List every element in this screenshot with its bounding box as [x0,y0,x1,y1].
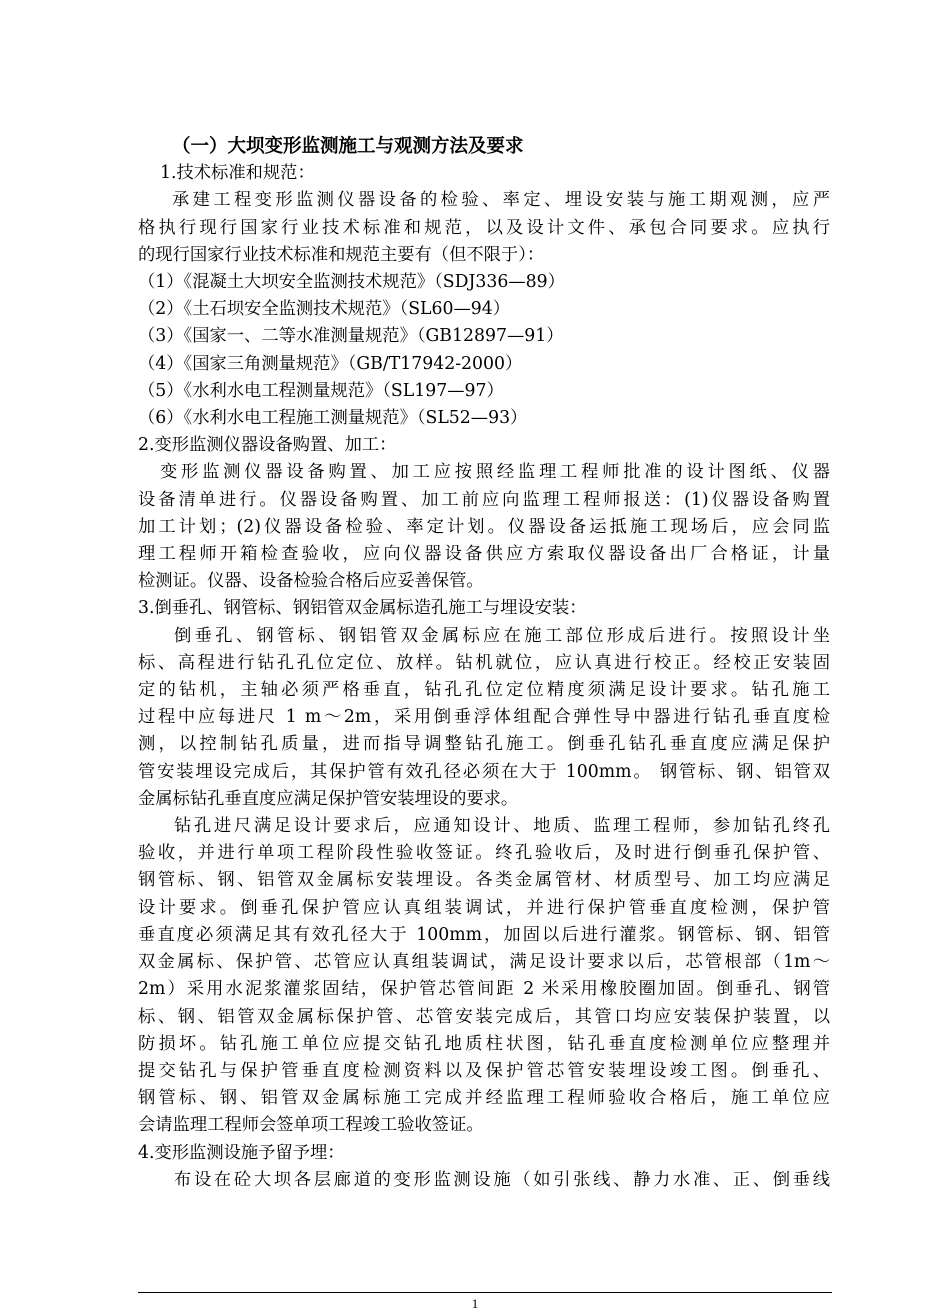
s3-para1-line: 管安装埋设完成后，其保护管有效孔径必须在大于 100mm。 钢管标、钢、铝管双 [138,761,830,782]
standard-item: （6）《水利水电工程施工测量规范》（SL52—93） [138,408,528,429]
s3-para2-line: 验收，并进行单项工程阶段性验收签证。终孔验收后，及时进行倒垂孔保护管、 [138,843,830,864]
s3-para1-line: 标、高程进行钻孔孔位定位、放样。钻机就位，应认真进行校正。经校正安装固 [138,652,830,673]
s2-para-line: 加工计划；(2)仪器设备检验、率定计划。仪器设备运抵施工现场后，应会同监 [138,516,830,537]
s3-para2-line: 双金属标、保护管、芯管应认真组装调试，满足设计要求以后，芯管根部（1m～ [138,952,830,973]
standard-item: （1）《混凝土大坝安全监测技术规范》（SDJ336—89） [138,272,565,293]
s3-para1-line: 倒垂孔、钢管标、钢铝管双金属标应在施工部位形成后进行。按照设计坐 [174,625,830,646]
s2-para-line: 理工程师开箱检查验收，应向仪器设备供应方索取仪器设备出厂合格证，计量 [138,544,830,565]
s1-para-line: 承建工程变形监测仪器设备的检验、率定、埋设安装与施工期观测，应严 [172,190,830,211]
s3-para2-line: 钢管标、钢、铝管双金属标安装埋设。各类金属管材、材质型号、加工均应满足 [138,870,830,891]
standard-item: （2）《土石坝安全监测技术规范》（SL60—94） [138,299,511,320]
s1-para-line: 的现行国家行业技术标准和规范主要有（但不限于）： [138,244,545,265]
s3-para1-line: 定的钻机，主轴必须严格垂直，钻孔孔位定位精度须满足设计要求。钻孔施工 [138,680,830,701]
s3-title: 3.倒垂孔、钢管标、钢铝管双金属标造孔施工与埋设安装： [138,598,587,619]
s3-para2-line: 会请监理工程师会签单项工程竣工验收签证。 [138,1115,484,1136]
s1-para-line: 格执行现行国家行业技术标准和规范，以及设计文件、承包合同要求。应执行 [138,217,830,238]
standard-item: （5）《水利水电工程测量规范》（SL197—97） [138,380,504,401]
s1-title: 1.技术标准和规范： [160,163,315,184]
section-heading: （一）大坝变形监测施工与观测方法及要求 [172,136,524,157]
s3-para1-line: 测，以控制钻孔质量，进而指导调整钻孔施工。倒垂孔钻孔垂直度应满足保护 [138,734,830,755]
page-number: 1 [471,1296,479,1311]
s3-para2-line: 标、钢、铝管双金属标保护管、芯管安装完成后，其管口均应安装保护装置，以 [138,1006,830,1027]
s3-para2-line: 钻孔进尺满足设计要求后，应通知设计、地质、监理工程师，参加钻孔终孔 [174,816,830,837]
s3-para2-line: 垂直度必须满足其有效孔径大于 100mm，加固以后进行灌浆。钢管标、钢、铝管 [138,924,830,945]
s3-para2-line: 防损坏。钻孔施工单位应提交钻孔地质柱状图，钻孔垂直度检测单位应整理并 [138,1033,830,1054]
footer-rule [138,1292,832,1293]
s3-para2-line: 钢管标、钢、铝管双金属标施工完成并经监理工程师验收合格后，施工单位应 [138,1088,830,1109]
s4-title: 4.变形监测设施予留予埋： [138,1142,345,1163]
standard-item: （4）《国家三角测量规范》（GB/T17942-2000） [138,353,523,374]
s2-para-line: 设备清单进行。仪器设备购置、加工前应向监理工程师报送：(1)仪器设备购置 [138,489,830,510]
s3-para2-line: 2m）采用水泥浆灌浆固结，保护管芯管间距 2 米采用橡胶圈加固。倒垂孔、钢管 [138,979,830,1000]
standard-item: （3）《国家一、二等水准测量规范》（GB12897—91） [138,326,564,347]
s3-para1-line: 过程中应每进尺 1 m～2m，采用倒垂浮体组配合弹性导中器进行钻孔垂直度检 [138,707,830,728]
s2-para-line: 变形监测仪器设备购置、加工应按照经监理工程师批准的设计图纸、仪器 [160,462,830,483]
s3-para1-line: 金属标钻孔垂直度应满足保护管安装埋设的要求。 [138,788,519,809]
s3-para2-line: 设计要求。倒垂孔保护管应认真组装调试，并进行保护管垂直度检测，保护管 [138,897,830,918]
document-body [138,133,830,1194]
s2-para-line: 检测证。仪器、设备检验合格后应妥善保管。 [138,571,484,592]
s2-title: 2.变形监测仪器设备购置、加工： [138,435,397,456]
s4-para-line: 布设在砼大坝各层廊道的变形监测设施（如引张线、静力水准、正、倒垂线 [174,1169,830,1190]
s3-para2-line: 提交钻孔与保护管垂直度检测资料以及保护管芯管安装埋设竣工图。倒垂孔、 [138,1060,830,1081]
